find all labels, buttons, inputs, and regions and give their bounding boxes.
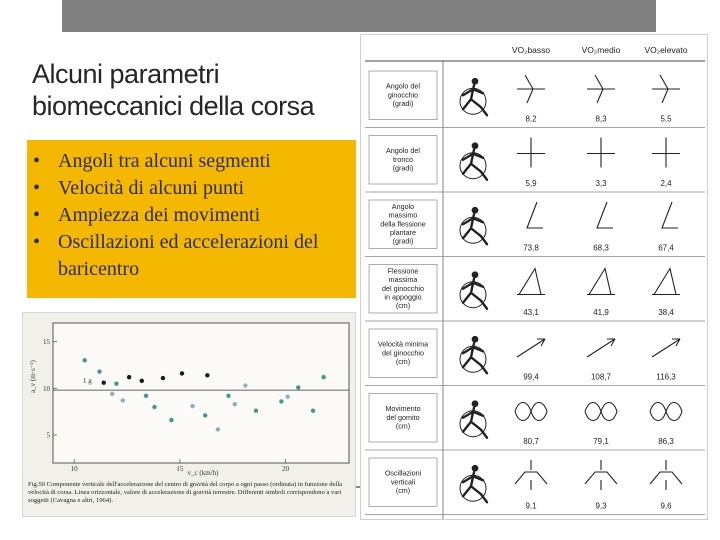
- runner-figure-head: [472, 78, 479, 85]
- cell-value: 2,4: [660, 179, 672, 188]
- row-label-line: Movimento: [385, 404, 421, 414]
- bullet-list: [33, 148, 356, 283]
- bullet-list-box: [27, 140, 356, 298]
- cell-value: 67,4: [658, 243, 674, 253]
- cell-value: 9,1: [525, 501, 537, 511]
- data-point: [161, 376, 165, 380]
- row-label-line: del ginocchio: [382, 348, 424, 358]
- data-point: [203, 413, 207, 417]
- data-point: [190, 404, 194, 408]
- row-label-line: del gomito: [386, 412, 420, 422]
- x-tick-label: 10: [70, 465, 78, 473]
- row-label-line: della flessione: [380, 219, 426, 229]
- data-point: [205, 373, 209, 377]
- row-label-line: plantare: [390, 227, 416, 237]
- cell-value: 8,2: [525, 114, 537, 124]
- data-point: [216, 427, 220, 431]
- bullet-item: • Velocità di alcuni punti: [33, 175, 356, 202]
- schematic-glyph: [527, 202, 543, 228]
- schematic-glyph: [587, 138, 615, 168]
- row-label-line: Velocità minima: [377, 339, 429, 349]
- plot-frame: [53, 323, 349, 463]
- data-point: [296, 385, 300, 389]
- data-point: [83, 358, 87, 362]
- column-header: VO₂basso: [511, 45, 551, 55]
- x-axis-label: v_c (km/h): [187, 469, 219, 477]
- schematic-glyph: [515, 460, 547, 490]
- row-label-line: Oscillazioni: [384, 468, 422, 478]
- acceleration-scatter-figure: [22, 312, 356, 517]
- row-label-line: (gradi): [392, 163, 414, 173]
- schematic-glyph: [585, 460, 617, 490]
- cell-value: 86,3: [658, 437, 674, 446]
- data-point: [102, 381, 106, 385]
- row-label-line: (cm): [395, 421, 411, 431]
- schematic-glyph: [597, 202, 613, 228]
- data-point: [285, 395, 289, 399]
- row-label-line: del ginocchio: [382, 283, 424, 293]
- schematic-glyph: [587, 269, 615, 295]
- y-tick-label: 5: [46, 431, 50, 440]
- schematic-glyph: [652, 138, 680, 168]
- schematic-glyph: [585, 403, 617, 421]
- row-label-line: massima: [388, 275, 418, 285]
- cell-value: 99,4: [523, 372, 539, 382]
- bullet-item: • Ampiezza dei movimenti: [33, 202, 356, 229]
- runner-figure-head: [472, 271, 479, 278]
- y-axis-label: a_v (m·s⁻²): [29, 360, 37, 393]
- data-point: [144, 394, 148, 398]
- runner-figure-head: [472, 400, 479, 407]
- schematic-glyph: [517, 269, 545, 295]
- data-point: [97, 369, 101, 373]
- data-point: [121, 398, 125, 402]
- schematic-glyph: [662, 202, 678, 228]
- row-label-line: Flessione: [387, 266, 419, 276]
- runner-figure-head: [472, 142, 479, 149]
- row-label-line: (gradi): [392, 236, 414, 246]
- data-point: [169, 418, 173, 422]
- x-tick-label: 15: [176, 465, 184, 473]
- g-line-label: 1 g: [83, 377, 92, 385]
- cell-value: 116,3: [656, 372, 676, 382]
- slide-title-line-2: biomeccanici della corsa: [32, 91, 315, 121]
- schematic-glyph: [517, 138, 545, 168]
- schematic-glyph: [587, 75, 615, 103]
- bullet-item: • Angoli tra alcuni segmenti: [33, 148, 356, 175]
- row-label-line: ginocchio: [387, 90, 419, 100]
- column-header: VO₂medio: [581, 45, 621, 55]
- parameter-table: [361, 35, 709, 521]
- row-label-line: tronco: [393, 154, 413, 164]
- row-label-line: massimo: [388, 210, 418, 220]
- biomechanics-table-figure: [360, 34, 708, 520]
- cell-value: 9,6: [660, 501, 672, 511]
- cell-value: 9,3: [595, 501, 607, 511]
- data-point: [243, 383, 247, 387]
- runner-figure-head: [472, 465, 479, 472]
- top-accent-bar: [62, 0, 656, 32]
- cell-value: 41,9: [593, 308, 609, 317]
- schematic-glyph: [652, 269, 680, 295]
- y-tick-label: 15: [43, 338, 50, 347]
- y-tick-label: 10: [43, 384, 50, 393]
- data-point: [233, 402, 237, 406]
- data-point: [127, 375, 131, 379]
- cell-value: 73,8: [523, 243, 539, 253]
- cell-value: 5,9: [525, 179, 537, 188]
- data-point: [180, 371, 184, 375]
- cell-value: 108,7: [590, 372, 612, 382]
- data-point: [226, 394, 230, 398]
- row-label-line: (cm): [395, 485, 411, 495]
- data-point: [114, 381, 118, 385]
- schematic-glyph: [652, 75, 680, 103]
- bullet-item: • Oscillazioni ed accelerazioni del baricentro: [33, 229, 356, 283]
- row-label-line: Angolo: [391, 202, 415, 212]
- schematic-glyph: [650, 403, 682, 421]
- data-point: [140, 379, 144, 383]
- column-header: VO₂elevato: [644, 45, 688, 55]
- cell-value: 79,1: [593, 437, 609, 446]
- data-point: [110, 392, 114, 396]
- x-tick-label: 20: [282, 465, 290, 473]
- data-point: [254, 409, 258, 413]
- schematic-glyph: [650, 460, 682, 490]
- schematic-glyph: [517, 75, 545, 103]
- row-label-line: in appoggio: [384, 292, 422, 302]
- row-label-line: (gradi): [392, 98, 414, 108]
- row-label-line: Angolo del: [386, 81, 420, 91]
- schematic-glyph: [587, 339, 615, 357]
- data-point: [279, 399, 283, 403]
- cell-value: 3,3: [595, 179, 607, 188]
- schematic-glyph: [517, 339, 545, 357]
- cell-value: 80,7: [523, 437, 539, 446]
- slide-title-line-1: Alcuni parametri: [32, 59, 220, 89]
- figure-caption: Fig.50 Componente verticale dell'accelerazione del centro di gravità del corpo a ogni passo (ordinata) in funzione della velocità di corsa. Linea orizzontale, valore di accelerazione di gravità terrestre. Differenti simboli corrispondono a vari soggetti (Cavagna e altri, 1964).: [28, 481, 343, 504]
- schematic-glyph: [515, 403, 547, 421]
- data-point: [311, 409, 315, 413]
- data-point: [152, 405, 156, 409]
- cell-value: 38,4: [658, 308, 674, 317]
- cell-value: 43,1: [523, 308, 539, 317]
- runner-figure-head: [472, 336, 479, 343]
- row-label-line: Angolo del: [386, 146, 420, 156]
- row-label-line: (cm): [395, 300, 411, 310]
- data-point: [321, 375, 325, 379]
- cell-value: 68,3: [593, 243, 609, 253]
- row-label-line: (cm): [395, 356, 411, 366]
- cell-value: 8,3: [595, 114, 607, 124]
- cell-value: 5,5: [660, 114, 672, 124]
- slide-title: [32, 58, 342, 122]
- schematic-glyph: [652, 339, 680, 357]
- row-label-line: verticali: [390, 477, 416, 487]
- runner-figure-head: [472, 207, 479, 214]
